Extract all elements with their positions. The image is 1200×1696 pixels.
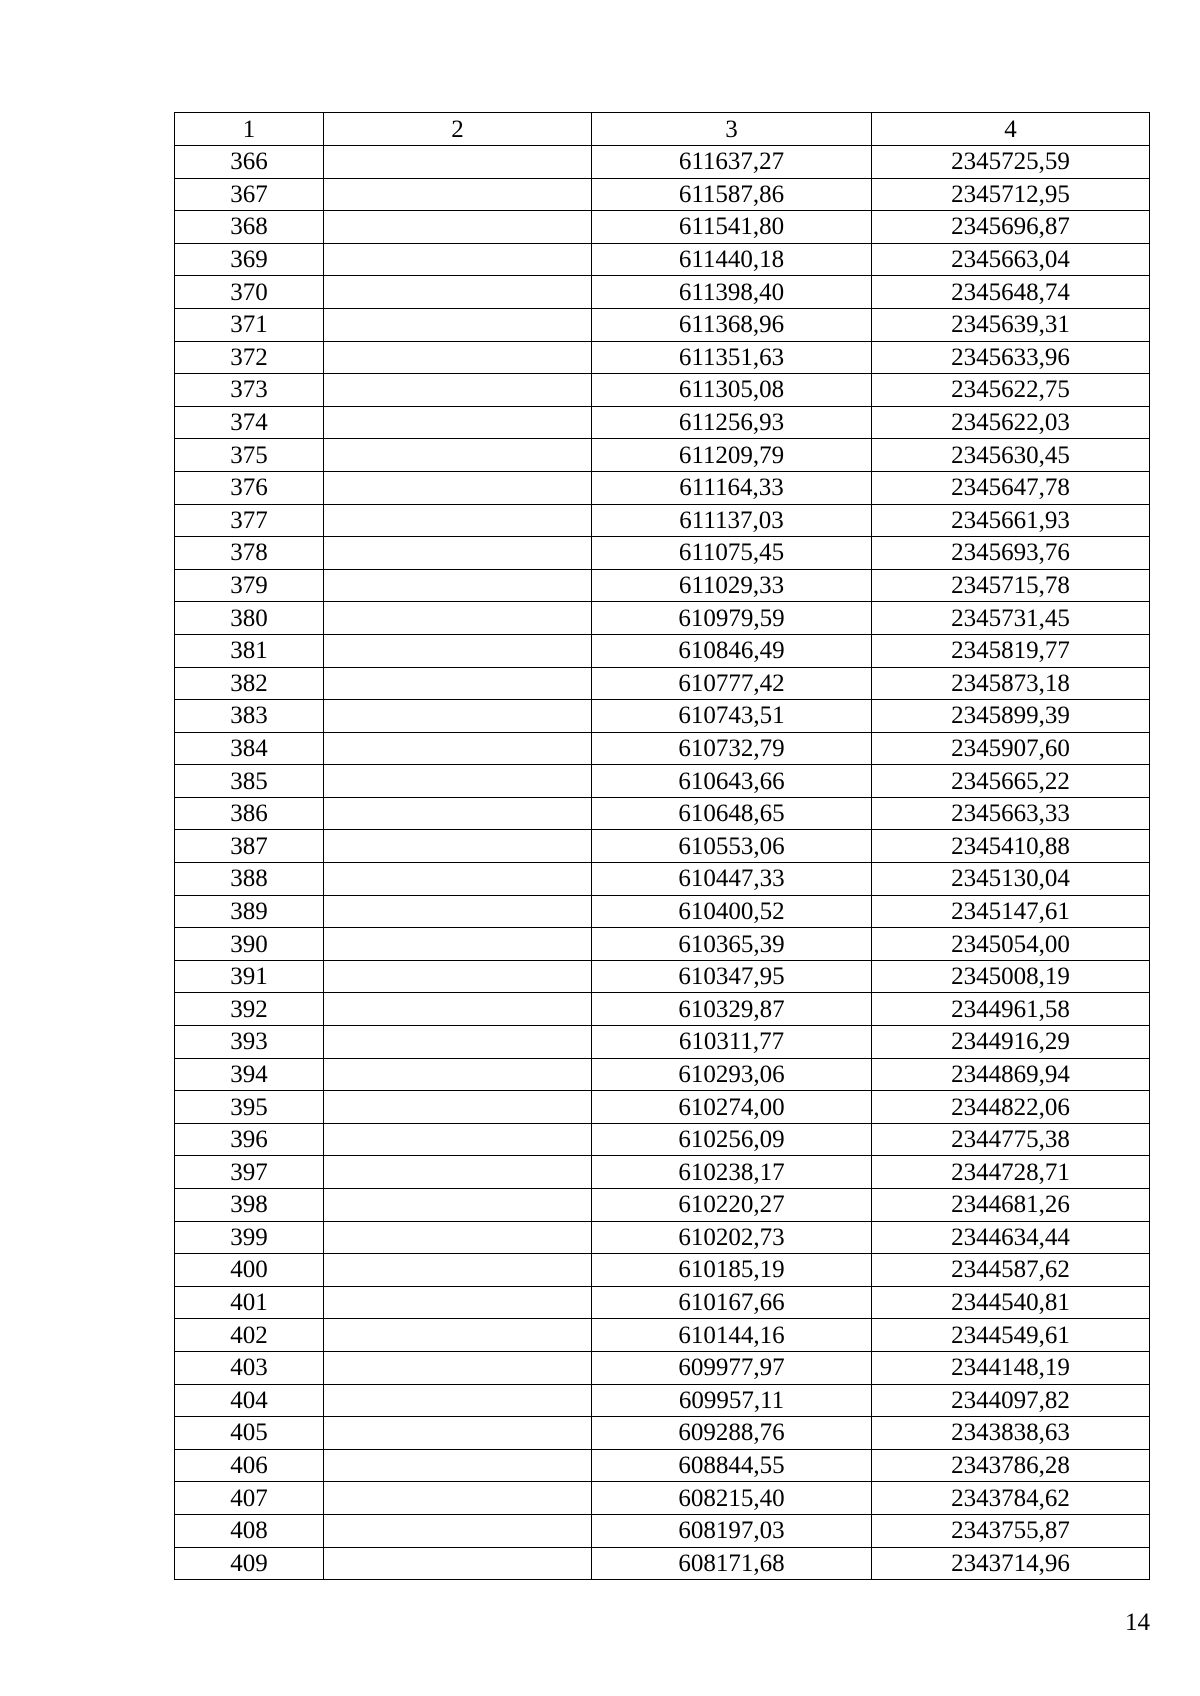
x-coordinate-cell: 610256,09	[592, 1123, 872, 1156]
y-coordinate-cell: 2343784,62	[872, 1482, 1150, 1515]
point-number-cell: 376	[175, 471, 324, 504]
y-coordinate-cell: 2345731,45	[872, 602, 1150, 635]
empty-cell	[324, 700, 592, 733]
y-coordinate-cell: 2345693,76	[872, 537, 1150, 570]
empty-cell	[324, 1058, 592, 1091]
point-number-cell: 369	[175, 243, 324, 276]
table-row	[175, 537, 1150, 570]
y-coordinate-cell: 2345008,19	[872, 960, 1150, 993]
x-coordinate-cell: 610743,51	[592, 700, 872, 733]
x-coordinate-cell: 611029,33	[592, 569, 872, 602]
empty-cell	[324, 863, 592, 896]
empty-cell	[324, 439, 592, 472]
empty-cell	[324, 1221, 592, 1254]
empty-cell	[324, 211, 592, 244]
table-row	[175, 1319, 1150, 1352]
point-number-cell: 368	[175, 211, 324, 244]
x-coordinate-cell: 610238,17	[592, 1156, 872, 1189]
x-coordinate-cell: 611137,03	[592, 504, 872, 537]
point-number-cell: 370	[175, 276, 324, 309]
table-row	[175, 1449, 1150, 1482]
table-row	[175, 276, 1150, 309]
empty-cell	[324, 308, 592, 341]
table-row	[175, 1189, 1150, 1222]
y-coordinate-cell: 2345647,78	[872, 471, 1150, 504]
point-number-cell: 375	[175, 439, 324, 472]
x-coordinate-cell: 608171,68	[592, 1547, 872, 1580]
table-row	[175, 1482, 1150, 1515]
empty-cell	[324, 243, 592, 276]
point-number-cell: 401	[175, 1286, 324, 1319]
x-coordinate-cell: 610347,95	[592, 960, 872, 993]
x-coordinate-cell: 610447,33	[592, 863, 872, 896]
point-number-cell: 381	[175, 634, 324, 667]
y-coordinate-cell: 2343838,63	[872, 1417, 1150, 1450]
point-number-cell: 400	[175, 1254, 324, 1287]
x-coordinate-cell: 608197,03	[592, 1514, 872, 1547]
y-coordinate-cell: 2345648,74	[872, 276, 1150, 309]
empty-cell	[324, 830, 592, 863]
table-row	[175, 406, 1150, 439]
table-row	[175, 1547, 1150, 1580]
point-number-cell: 388	[175, 863, 324, 896]
x-coordinate-cell: 611398,40	[592, 276, 872, 309]
x-coordinate-cell: 610329,87	[592, 993, 872, 1026]
x-coordinate-cell: 611351,63	[592, 341, 872, 374]
empty-cell	[324, 993, 592, 1026]
x-coordinate-cell: 610311,77	[592, 1026, 872, 1059]
point-number-cell: 409	[175, 1547, 324, 1580]
table-header	[175, 113, 1150, 146]
empty-cell	[324, 1123, 592, 1156]
x-coordinate-cell: 610167,66	[592, 1286, 872, 1319]
x-coordinate-cell: 610202,73	[592, 1221, 872, 1254]
x-coordinate-cell: 610293,06	[592, 1058, 872, 1091]
x-coordinate-cell: 610648,65	[592, 797, 872, 830]
x-coordinate-cell: 611368,96	[592, 308, 872, 341]
y-coordinate-cell: 2343755,87	[872, 1514, 1150, 1547]
point-number-cell: 394	[175, 1058, 324, 1091]
point-number-cell: 374	[175, 406, 324, 439]
x-coordinate-cell: 611256,93	[592, 406, 872, 439]
table-row	[175, 439, 1150, 472]
table-row	[175, 700, 1150, 733]
y-coordinate-cell: 2345130,04	[872, 863, 1150, 896]
point-number-cell: 403	[175, 1351, 324, 1384]
table-row	[175, 504, 1150, 537]
table-row	[175, 895, 1150, 928]
x-coordinate-cell: 611164,33	[592, 471, 872, 504]
y-coordinate-cell: 2343786,28	[872, 1449, 1150, 1482]
empty-cell	[324, 1286, 592, 1319]
table-row	[175, 1417, 1150, 1450]
y-coordinate-cell: 2344728,71	[872, 1156, 1150, 1189]
table-row	[175, 1123, 1150, 1156]
empty-cell	[324, 1514, 592, 1547]
point-number-cell: 406	[175, 1449, 324, 1482]
page-number: 14	[1125, 1609, 1150, 1636]
empty-cell	[324, 537, 592, 570]
x-coordinate-cell: 609977,97	[592, 1351, 872, 1384]
y-coordinate-cell: 2345819,77	[872, 634, 1150, 667]
empty-cell	[324, 1384, 592, 1417]
empty-cell	[324, 374, 592, 407]
empty-cell	[324, 634, 592, 667]
y-coordinate-cell: 2344549,61	[872, 1319, 1150, 1352]
x-coordinate-cell: 611440,18	[592, 243, 872, 276]
coordinates-table	[174, 112, 1150, 1580]
empty-cell	[324, 471, 592, 504]
point-number-cell: 379	[175, 569, 324, 602]
y-coordinate-cell: 2345054,00	[872, 928, 1150, 961]
point-number-cell: 404	[175, 1384, 324, 1417]
x-coordinate-cell: 609957,11	[592, 1384, 872, 1417]
point-number-cell: 384	[175, 732, 324, 765]
y-coordinate-cell: 2343714,96	[872, 1547, 1150, 1580]
table-row	[175, 569, 1150, 602]
empty-cell	[324, 1254, 592, 1287]
x-coordinate-cell: 609288,76	[592, 1417, 872, 1450]
empty-cell	[324, 1482, 592, 1515]
y-coordinate-cell: 2344587,62	[872, 1254, 1150, 1287]
x-coordinate-cell: 611305,08	[592, 374, 872, 407]
table-row	[175, 146, 1150, 179]
table-row	[175, 1026, 1150, 1059]
table-row	[175, 1514, 1150, 1547]
table-row	[175, 308, 1150, 341]
table-row	[175, 1286, 1150, 1319]
x-coordinate-cell: 610220,27	[592, 1189, 872, 1222]
y-coordinate-cell: 2345410,88	[872, 830, 1150, 863]
empty-cell	[324, 1189, 592, 1222]
empty-cell	[324, 928, 592, 961]
point-number-cell: 383	[175, 700, 324, 733]
y-coordinate-cell: 2345663,33	[872, 797, 1150, 830]
empty-cell	[324, 1417, 592, 1450]
point-number-cell: 380	[175, 602, 324, 635]
point-number-cell: 377	[175, 504, 324, 537]
x-coordinate-cell: 610777,42	[592, 667, 872, 700]
x-coordinate-cell: 611209,79	[592, 439, 872, 472]
y-coordinate-cell: 2344097,82	[872, 1384, 1150, 1417]
x-coordinate-cell: 610365,39	[592, 928, 872, 961]
empty-cell	[324, 406, 592, 439]
column-header-2: 2	[324, 113, 592, 146]
table-row	[175, 863, 1150, 896]
table-row	[175, 797, 1150, 830]
point-number-cell: 398	[175, 1189, 324, 1222]
empty-cell	[324, 276, 592, 309]
empty-cell	[324, 146, 592, 179]
point-number-cell: 367	[175, 178, 324, 211]
y-coordinate-cell: 2344961,58	[872, 993, 1150, 1026]
table-row	[175, 341, 1150, 374]
x-coordinate-cell: 611637,27	[592, 146, 872, 179]
point-number-cell: 391	[175, 960, 324, 993]
x-coordinate-cell: 610553,06	[592, 830, 872, 863]
y-coordinate-cell: 2344540,81	[872, 1286, 1150, 1319]
x-coordinate-cell: 611587,86	[592, 178, 872, 211]
table-row	[175, 634, 1150, 667]
empty-cell	[324, 569, 592, 602]
empty-cell	[324, 602, 592, 635]
table-row	[175, 1384, 1150, 1417]
point-number-cell: 366	[175, 146, 324, 179]
point-number-cell: 389	[175, 895, 324, 928]
table-row	[175, 471, 1150, 504]
empty-cell	[324, 1091, 592, 1124]
x-coordinate-cell: 610732,79	[592, 732, 872, 765]
y-coordinate-cell: 2345725,59	[872, 146, 1150, 179]
point-number-cell: 382	[175, 667, 324, 700]
empty-cell	[324, 504, 592, 537]
table-row	[175, 602, 1150, 635]
table-row	[175, 1058, 1150, 1091]
x-coordinate-cell: 610846,49	[592, 634, 872, 667]
empty-cell	[324, 1449, 592, 1482]
empty-cell	[324, 895, 592, 928]
y-coordinate-cell: 2344148,19	[872, 1351, 1150, 1384]
point-number-cell: 378	[175, 537, 324, 570]
y-coordinate-cell: 2344681,26	[872, 1189, 1150, 1222]
y-coordinate-cell: 2345873,18	[872, 667, 1150, 700]
table-row	[175, 765, 1150, 798]
table-row	[175, 211, 1150, 244]
table-row	[175, 374, 1150, 407]
point-number-cell: 386	[175, 797, 324, 830]
empty-cell	[324, 1547, 592, 1580]
point-number-cell: 396	[175, 1123, 324, 1156]
empty-cell	[324, 765, 592, 798]
empty-cell	[324, 960, 592, 993]
table-row	[175, 1351, 1150, 1384]
table-row	[175, 1156, 1150, 1189]
empty-cell	[324, 1319, 592, 1352]
x-coordinate-cell: 611075,45	[592, 537, 872, 570]
point-number-cell: 392	[175, 993, 324, 1026]
empty-cell	[324, 667, 592, 700]
x-coordinate-cell: 608215,40	[592, 1482, 872, 1515]
point-number-cell: 402	[175, 1319, 324, 1352]
table-row	[175, 928, 1150, 961]
empty-cell	[324, 1026, 592, 1059]
table-row	[175, 1091, 1150, 1124]
point-number-cell: 387	[175, 830, 324, 863]
table-row	[175, 732, 1150, 765]
point-number-cell: 399	[175, 1221, 324, 1254]
header-row	[175, 113, 1150, 146]
table-row	[175, 1254, 1150, 1287]
y-coordinate-cell: 2345633,96	[872, 341, 1150, 374]
table-row	[175, 667, 1150, 700]
y-coordinate-cell: 2345147,61	[872, 895, 1150, 928]
table-row	[175, 993, 1150, 1026]
table-row	[175, 960, 1150, 993]
point-number-cell: 408	[175, 1514, 324, 1547]
point-number-cell: 371	[175, 308, 324, 341]
y-coordinate-cell: 2345696,87	[872, 211, 1150, 244]
x-coordinate-cell: 611541,80	[592, 211, 872, 244]
x-coordinate-cell: 610400,52	[592, 895, 872, 928]
x-coordinate-cell: 610979,59	[592, 602, 872, 635]
point-number-cell: 407	[175, 1482, 324, 1515]
point-number-cell: 390	[175, 928, 324, 961]
y-coordinate-cell: 2345907,60	[872, 732, 1150, 765]
empty-cell	[324, 178, 592, 211]
point-number-cell: 393	[175, 1026, 324, 1059]
y-coordinate-cell: 2345622,75	[872, 374, 1150, 407]
point-number-cell: 397	[175, 1156, 324, 1189]
column-header-1: 1	[175, 113, 324, 146]
y-coordinate-cell: 2345665,22	[872, 765, 1150, 798]
x-coordinate-cell: 608844,55	[592, 1449, 872, 1482]
table-row	[175, 243, 1150, 276]
y-coordinate-cell: 2344775,38	[872, 1123, 1150, 1156]
y-coordinate-cell: 2344634,44	[872, 1221, 1150, 1254]
y-coordinate-cell: 2344916,29	[872, 1026, 1150, 1059]
empty-cell	[324, 1351, 592, 1384]
point-number-cell: 385	[175, 765, 324, 798]
x-coordinate-cell: 610185,19	[592, 1254, 872, 1287]
y-coordinate-cell: 2345899,39	[872, 700, 1150, 733]
point-number-cell: 405	[175, 1417, 324, 1450]
point-number-cell: 372	[175, 341, 324, 374]
y-coordinate-cell: 2344869,94	[872, 1058, 1150, 1091]
table-row	[175, 178, 1150, 211]
point-number-cell: 373	[175, 374, 324, 407]
y-coordinate-cell: 2345622,03	[872, 406, 1150, 439]
y-coordinate-cell: 2345715,78	[872, 569, 1150, 602]
empty-cell	[324, 797, 592, 830]
table-row	[175, 830, 1150, 863]
empty-cell	[324, 341, 592, 374]
y-coordinate-cell: 2345661,93	[872, 504, 1150, 537]
x-coordinate-cell: 610643,66	[592, 765, 872, 798]
y-coordinate-cell: 2345639,31	[872, 308, 1150, 341]
empty-cell	[324, 1156, 592, 1189]
point-number-cell: 395	[175, 1091, 324, 1124]
column-header-3: 3	[592, 113, 872, 146]
y-coordinate-cell: 2344822,06	[872, 1091, 1150, 1124]
table-body	[175, 146, 1150, 1580]
y-coordinate-cell: 2345630,45	[872, 439, 1150, 472]
x-coordinate-cell: 610144,16	[592, 1319, 872, 1352]
y-coordinate-cell: 2345712,95	[872, 178, 1150, 211]
column-header-4: 4	[872, 113, 1150, 146]
empty-cell	[324, 732, 592, 765]
x-coordinate-cell: 610274,00	[592, 1091, 872, 1124]
y-coordinate-cell: 2345663,04	[872, 243, 1150, 276]
table-row	[175, 1221, 1150, 1254]
